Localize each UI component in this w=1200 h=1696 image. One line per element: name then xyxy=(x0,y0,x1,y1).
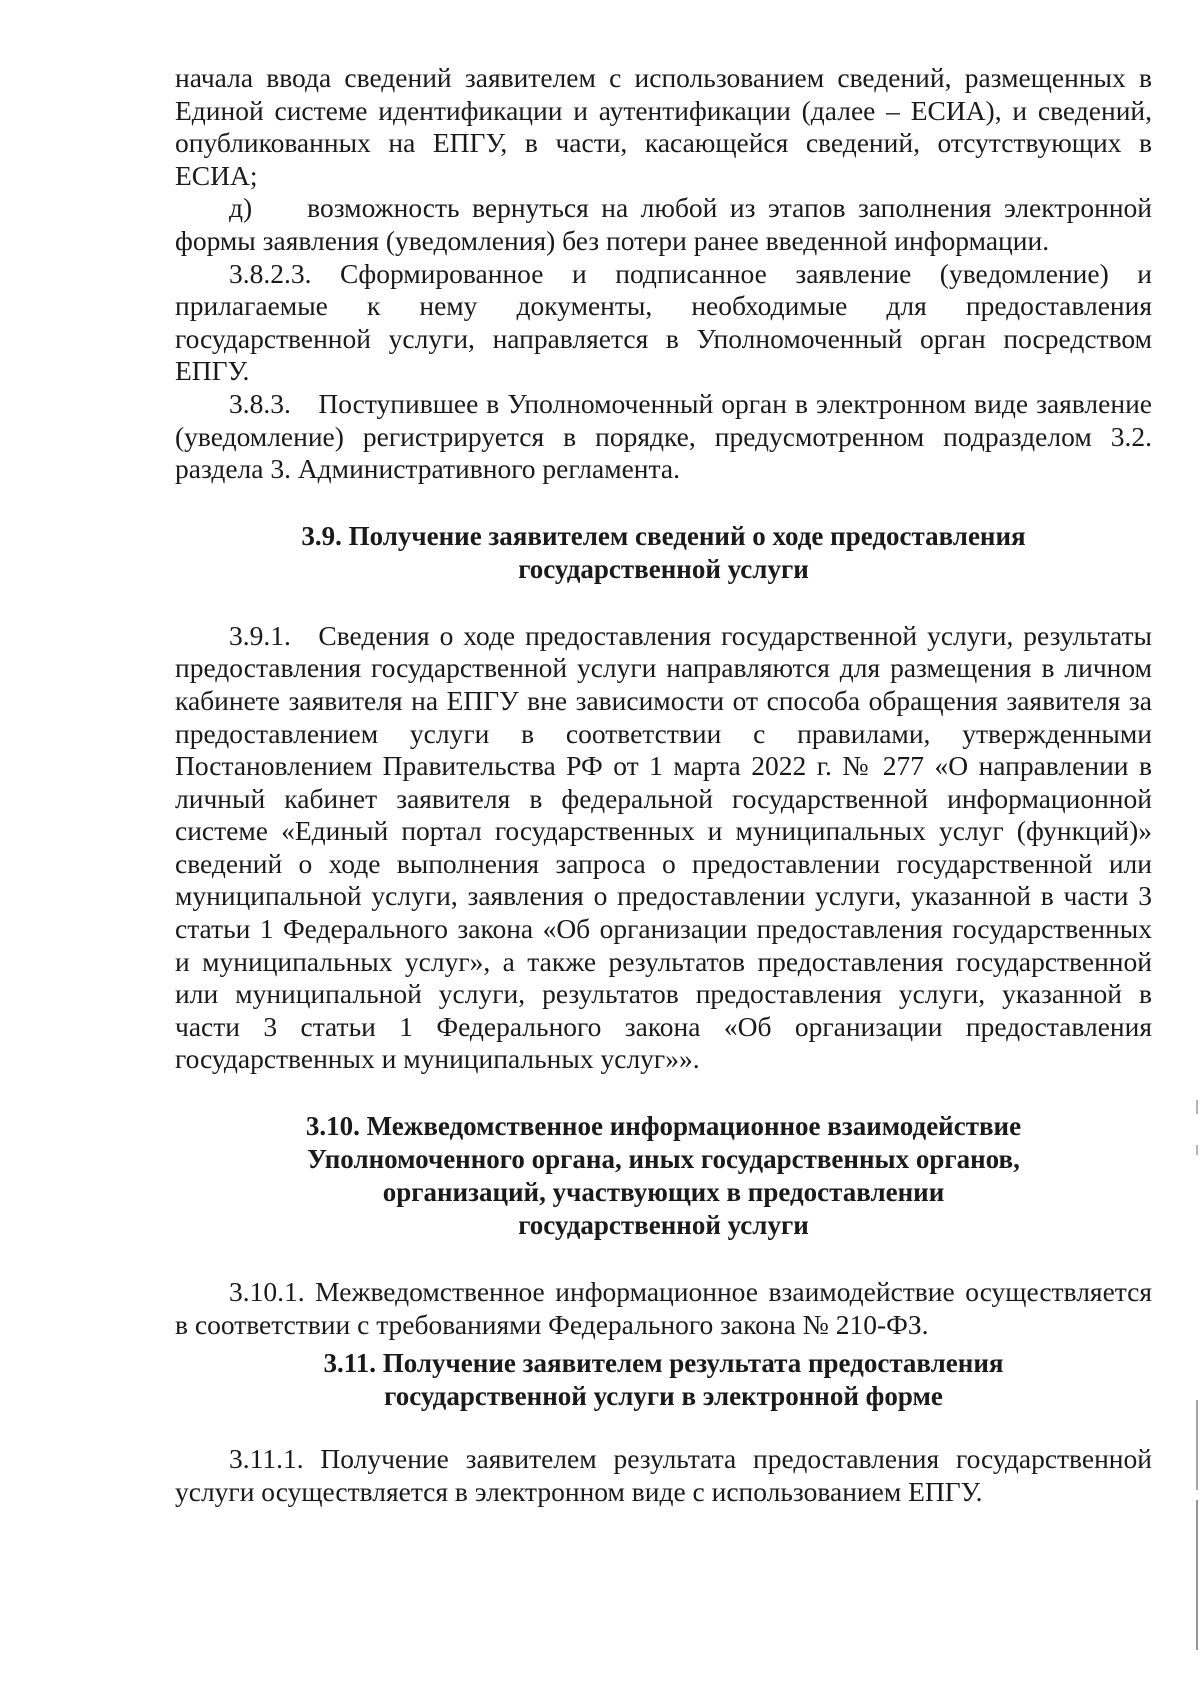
document-page xyxy=(175,62,1152,1508)
paragraph-3-8-2-3: 3.8.2.3. Сформированное и подписанное заявление (уведомление) и прилагаемые к нему документы, необходимые для предоставления государственной услуги, направляется в Уполномоченный орган посредством ЕПГУ. xyxy=(175,257,1152,387)
section-heading-3-9 xyxy=(175,520,1152,586)
section-heading-3-11 xyxy=(175,1347,1152,1413)
paragraph-3-9-1: 3.9.1. Сведения о ходе предоставления государственной услуги, результаты предоставления государственной услуги направляются для размещения в личном кабинете заявителя на ЕПГУ вне зависимости от способа обращения заявителя за предоставлением услуги в соответствии с правилами, утвержденными Постановлением Правительства РФ от 1 марта 2022 г. № 277 «О направлении в личный кабинет заявителя в федеральной государственной информационной системе «Единый портал государственных и муниципальных услуг (функций)» сведений о ходе выполнения запроса о предоставлении государственной или муниципальной услуги, заявления о предоставлении услуги, указанной в части 3 статьи 1 Федерального закона «Об организации предоставления государственных и муниципальных услуг», а также результатов предоставления государственной или муниципальной услуги, результатов предоставления услуги, указанной в части 3 статьи 1 Федерального закона «Об организации предоставления государственных и муниципальных услуг»». xyxy=(175,619,1152,1075)
scan-edge-mark xyxy=(1196,1100,1198,1114)
heading-line: государственной услуги xyxy=(518,553,809,584)
heading-line: 3.11. Получение заявителем результата предоставления xyxy=(323,1348,1004,1379)
heading-line: государственной услуги в электронной форме xyxy=(384,1381,943,1412)
scan-edge-mark xyxy=(1196,1500,1198,1650)
heading-line: 3.10. Межведомственное информационное взаимодействие xyxy=(305,1111,1022,1142)
paragraph-item-d: д) возможность вернуться на любой из этапов заполнения электронной формы заявления (уведомления) без потери ранее введенной информации. xyxy=(175,192,1152,256)
paragraph-3-8-3: 3.8.3. Поступившее в Уполномоченный орган в электронном виде заявление (уведомление) регистрируется в порядке, предусмотренном подразделом 3.2. раздела 3. Административного регламента. xyxy=(175,387,1152,485)
paragraph-3-10-1: 3.10.1. Межведомственное информационное взаимодействие осуществляется в соответствии с требованиями Федерального закона № 210-ФЗ. xyxy=(175,1276,1152,1340)
scan-edge-mark xyxy=(1196,1400,1198,1490)
heading-line: 3.9. Получение заявителем сведений о ходе предоставления xyxy=(301,520,1026,551)
heading-line: организаций, участвующих в предоставлении xyxy=(382,1177,945,1208)
paragraph-esia: начала ввода сведений заявителем с использованием сведений, размещенных в Единой системе идентификации и аутентификации (далее – ЕСИА), и сведений, опубликованных на ЕПГУ, в части, касающейся сведений, отсутствующих в ЕСИА; xyxy=(175,62,1152,191)
scan-edge-mark xyxy=(1196,1145,1198,1155)
paragraph-3-11-1: 3.11.1. Получение заявителем результата предоставления государственной услуги осуществляется в электронном виде с использованием ЕПГУ. xyxy=(175,1443,1152,1507)
heading-line: Уполномоченного органа, иных государственных органов, xyxy=(307,1144,1020,1175)
section-heading-3-10 xyxy=(175,1110,1152,1242)
heading-line: государственной услуги xyxy=(518,1210,809,1241)
